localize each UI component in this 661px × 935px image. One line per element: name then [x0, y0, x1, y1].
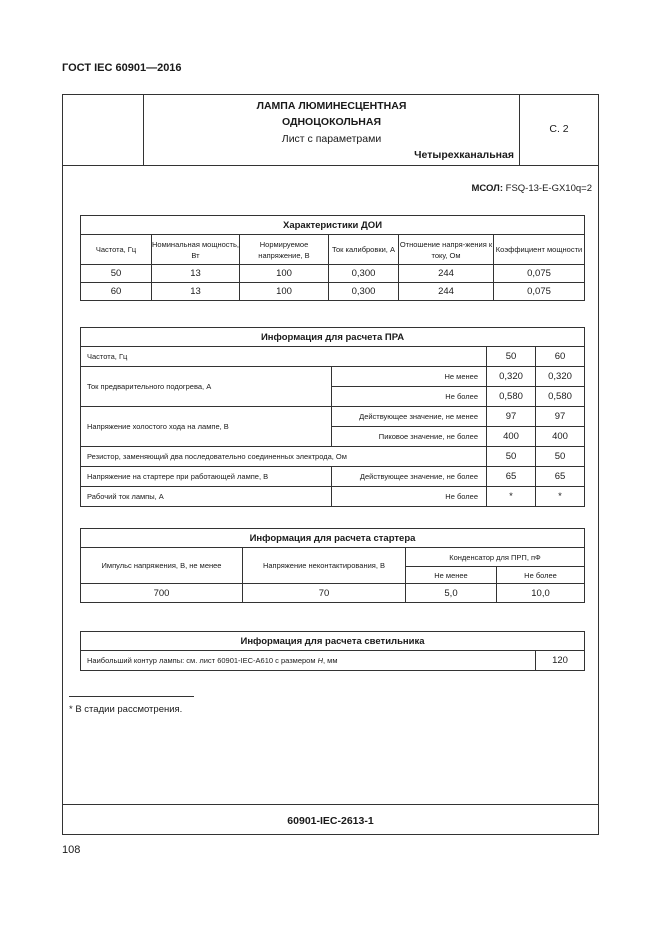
- pulse-voltage-value: 700: [81, 584, 243, 603]
- luminaire-info-table: [80, 631, 585, 671]
- preheat-min-60: 0,320: [536, 367, 585, 387]
- parameter-sheet-frame: [62, 94, 599, 835]
- title-block-sheet-cell: [520, 95, 598, 165]
- table-row: [81, 265, 585, 283]
- doi-cell: 13: [152, 283, 240, 301]
- lamp-designation: [471, 183, 592, 194]
- bottom-block: [63, 804, 598, 834]
- operating-current-60: *: [536, 487, 585, 507]
- table-row: [81, 367, 585, 387]
- preheat-current-label: Ток предварительного подогрева, А: [81, 367, 332, 407]
- ocv-rms-60: 97: [536, 407, 585, 427]
- lamp-title-line2: ОДНОЦОКОЛЬНАЯ: [281, 116, 382, 128]
- resistor-50: 50: [487, 447, 536, 467]
- doi-cell: 100: [240, 283, 329, 301]
- table-row: [81, 584, 585, 603]
- lamp-title-line1: ЛАМПА ЛЮМИНЕСЦЕНТНАЯ: [256, 100, 407, 112]
- preheat-max-60: 0,580: [536, 387, 585, 407]
- resistor-60: 50: [536, 447, 585, 467]
- luminaire-table-title: Информация для расчета светильника: [81, 632, 585, 651]
- doi-cell: 0,075: [494, 283, 585, 301]
- capacitor-header: Конденсатор для ПРП, пФ: [406, 548, 585, 567]
- doi-header-current: Ток калибровки, А: [329, 235, 399, 265]
- sheet-number: С. 2: [549, 123, 569, 135]
- ocv-peak-label: Пиковое значение, не более: [332, 427, 487, 447]
- doi-cell: 50: [81, 265, 152, 283]
- doi-cell: 60: [81, 283, 152, 301]
- freq-60: 60: [536, 347, 585, 367]
- doi-characteristics-table: [80, 215, 585, 301]
- footnote-divider: [69, 696, 194, 697]
- capacitor-min-value: 5,0: [406, 584, 497, 603]
- table-row: [81, 467, 585, 487]
- table-row: [81, 347, 585, 367]
- preheat-max-50: 0,580: [487, 387, 536, 407]
- freq-50: 50: [487, 347, 536, 367]
- lamp-type: Четырехканальная: [414, 149, 514, 161]
- doi-table-title: Характеристики ДОИ: [81, 216, 585, 235]
- standard-designation: ГОСТ IEC 60901—2016: [62, 62, 182, 74]
- starter-info-table: [80, 528, 585, 603]
- designation-value: FSQ-13-E-GX10q=2: [505, 183, 592, 194]
- title-block-center: [144, 95, 520, 165]
- doi-cell: 13: [152, 265, 240, 283]
- table-row: [81, 487, 585, 507]
- starter-voltage-50: 65: [487, 467, 536, 487]
- doi-cell: 0,300: [329, 265, 399, 283]
- starter-voltage-label: Напряжение на стартере при работающей лампе, В: [81, 467, 332, 487]
- sheet-subtitle: Лист с параметрами: [281, 133, 382, 145]
- doi-cell: 0,300: [329, 283, 399, 301]
- footnote: * В стадии рассмотрения.: [69, 704, 183, 715]
- ballast-table-title: Информация для расчета ПРА: [81, 328, 585, 347]
- title-block-empty-cell: [63, 95, 144, 165]
- doi-cell: 244: [399, 265, 494, 283]
- doi-cell: 0,075: [494, 265, 585, 283]
- non-contact-voltage-header: Напряжение неконтактирования, В: [243, 548, 406, 584]
- lamp-contour-label: [81, 651, 536, 671]
- operating-current-50: *: [487, 487, 536, 507]
- lamp-contour-text: Наибольший контур лампы: см. лист 60901-IEC-A610 с размером: [87, 656, 318, 665]
- ocv-peak-60: 400: [536, 427, 585, 447]
- doi-header-power: Номинальная мощность, Вт: [152, 235, 240, 265]
- preheat-max-label: Не более: [332, 387, 487, 407]
- starter-voltage-60: 65: [536, 467, 585, 487]
- non-contact-voltage-value: 70: [243, 584, 406, 603]
- designation-label: МСОЛ:: [471, 183, 504, 194]
- doi-cell: 244: [399, 283, 494, 301]
- operating-current-sub: Не более: [332, 487, 487, 507]
- starter-table-title: Информация для расчета стартера: [81, 529, 585, 548]
- lamp-contour-unit: , мм: [323, 656, 338, 665]
- title-block: [63, 95, 598, 166]
- sheet-code: 60901-IEC-2613-1: [287, 815, 374, 827]
- doi-header-frequency: Частота, Гц: [81, 235, 152, 265]
- operating-current-label: Рабочий ток лампы, А: [81, 487, 332, 507]
- preheat-min-50: 0,320: [487, 367, 536, 387]
- dimension-variable: H: [317, 656, 324, 665]
- doi-header-power-factor: Коэффициент мощности: [494, 235, 585, 265]
- frequency-label: Частота, Гц: [81, 347, 487, 367]
- doi-header-ratio: Отношение напря-жения к току, Ом: [399, 235, 494, 265]
- resistor-label: Резистор, заменяющий два последовательно соединенных электрода, Ом: [81, 447, 487, 467]
- ocv-peak-50: 400: [487, 427, 536, 447]
- table-row: [81, 283, 585, 301]
- table-row: [81, 407, 585, 427]
- pulse-voltage-header: Импульс напряжения, В, не менее: [81, 548, 243, 584]
- lamp-contour-value: 120: [536, 651, 585, 671]
- capacitor-max-header: Не более: [497, 567, 585, 584]
- preheat-min-label: Не менее: [332, 367, 487, 387]
- starter-voltage-sub: Действующее значение, не более: [332, 467, 487, 487]
- ballast-info-table: [80, 327, 585, 507]
- ocv-rms-label: Действующее значение, не менее: [332, 407, 487, 427]
- table-row: [81, 447, 585, 467]
- capacitor-max-value: 10,0: [497, 584, 585, 603]
- doi-cell: 100: [240, 265, 329, 283]
- doi-header-voltage: Нормируемое напряжение, В: [240, 235, 329, 265]
- page-number: 108: [62, 844, 81, 856]
- open-circuit-voltage-label: Напряжение холостого хода на лампе, В: [81, 407, 332, 447]
- table-row: [81, 651, 585, 671]
- capacitor-min-header: Не менее: [406, 567, 497, 584]
- ocv-rms-50: 97: [487, 407, 536, 427]
